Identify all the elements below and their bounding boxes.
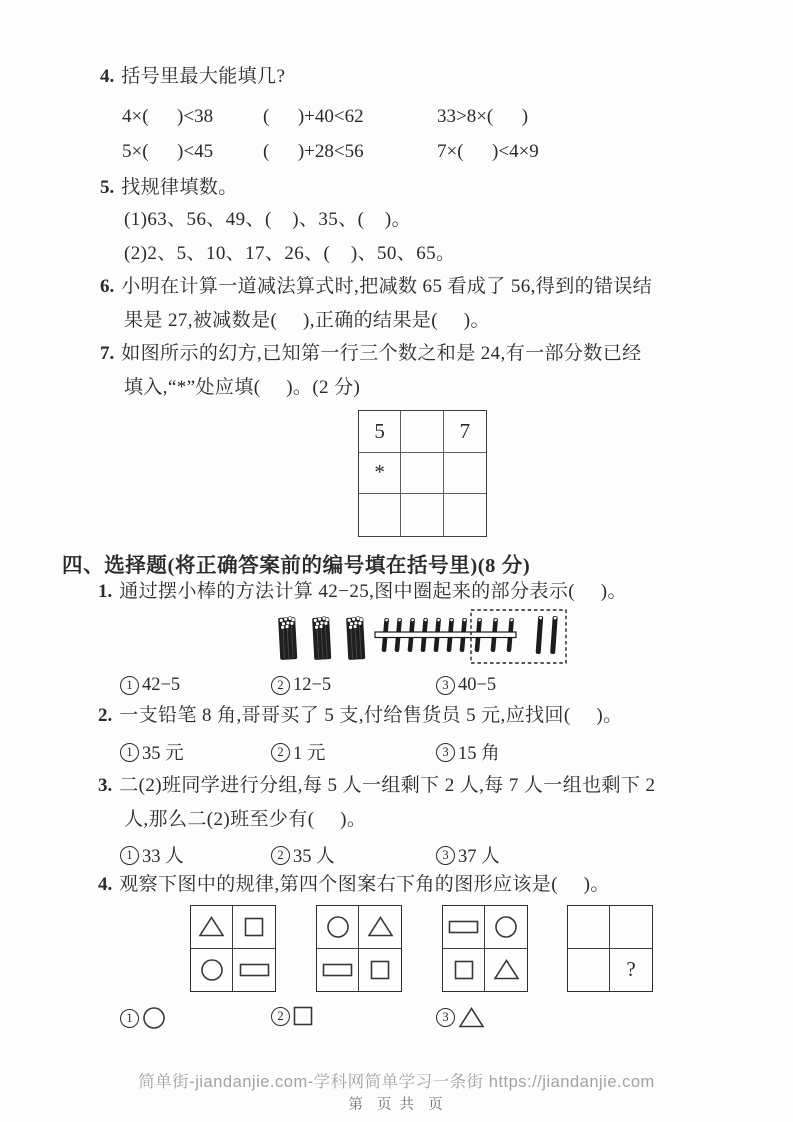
circle-icon	[200, 958, 224, 982]
circled-number-icon: 3	[436, 676, 455, 695]
q6-line-1	[100, 276, 652, 298]
cq3-line-1	[98, 775, 655, 797]
section-4-subtitle: (将正确答案前的编号填在括号里)(8 分)	[167, 555, 531, 577]
magic-cell	[444, 453, 486, 495]
q4-number: 4.	[100, 66, 115, 87]
magic-cell	[401, 453, 443, 495]
cq4-options	[0, 1006, 793, 1032]
rect-icon	[317, 949, 359, 992]
q4-fill-line	[100, 66, 285, 88]
circled-number-icon: 2	[271, 846, 290, 865]
rectangle-icon	[239, 963, 270, 977]
circle-icon	[191, 949, 233, 992]
circle-icon	[142, 1006, 166, 1030]
circled-number-icon: 2	[271, 676, 290, 695]
cq2-option-1	[120, 739, 184, 765]
cq4-text: 观察下图中的规律,第四个图案右下角的图形应该是( )。	[119, 874, 610, 895]
triangle-icon	[493, 958, 520, 981]
square-icon	[293, 1006, 313, 1026]
cq3-number: 3.	[98, 775, 113, 796]
q6-text-1: 小明在计算一道减法算式时,把减数 65 看成了 56,得到的错误结	[121, 276, 653, 297]
rectangle-icon	[448, 920, 479, 934]
cq3-option-3	[436, 842, 500, 868]
q6-line-2: 果是 27,被减数是( ),正确的结果是( )。	[124, 310, 490, 331]
circled-number-icon: 1	[120, 743, 139, 762]
circle-icon	[485, 906, 527, 949]
cq3-line-2: 人,那么二(2)班至少有( )。	[124, 809, 367, 830]
square-icon	[233, 906, 275, 949]
circled-number-icon: 1	[120, 846, 139, 865]
circle-icon	[326, 915, 350, 939]
magic-cell	[401, 494, 443, 536]
cq2-option-2-label: 1 元	[293, 744, 326, 764]
q4-eq-r1c3: 33>8×( )	[437, 106, 529, 127]
q4-eq-r1c2: ( )+40<62	[263, 106, 364, 127]
cq1-options	[0, 675, 793, 701]
counting-sticks-figure	[268, 606, 568, 668]
q5-item-1: (1)63、56、49、( )、35、( )。	[124, 209, 412, 230]
magic-cell	[444, 494, 486, 536]
rect-icon	[233, 949, 275, 992]
circled-number-icon: 3	[436, 743, 455, 762]
circle-icon	[317, 906, 359, 949]
magic-cell: 5	[359, 411, 401, 453]
cq2-option-3	[436, 739, 500, 765]
pattern-figure-2	[316, 905, 402, 992]
pattern-figure-3	[442, 905, 528, 992]
q5-number: 5.	[100, 177, 115, 198]
q4-eq-r1c1: 4×( )<38	[122, 106, 214, 127]
q4-eq-r2c3: 7×( )<4×9	[437, 141, 539, 162]
cq2-option-1-label: 35 元	[142, 744, 184, 764]
triangle-icon	[458, 1006, 485, 1029]
magic-cell	[359, 494, 401, 536]
magic-cell	[401, 411, 443, 453]
question-mark-cell: ?	[626, 957, 636, 982]
cq4-number: 4.	[98, 874, 113, 895]
q7-number: 7.	[100, 343, 115, 364]
triangle-icon	[367, 915, 394, 938]
square-icon	[293, 1006, 313, 1026]
cq1-option-2-label: 12−5	[293, 675, 332, 695]
q7-line-1	[100, 343, 642, 365]
magic-square-grid	[358, 410, 487, 537]
rectangle-icon	[322, 963, 353, 977]
footer-site-line: 简单街-jiandanjie.com-学科网简单学习一条街 https://jiandanjie.com	[138, 1073, 655, 1091]
section-4-title: 四、选择题	[62, 555, 168, 577]
cq3-option-3-label: 37 人	[458, 847, 500, 867]
triangle-icon	[198, 915, 225, 938]
q6-number: 6.	[100, 276, 115, 297]
cq2-line	[98, 705, 623, 727]
cq2-option-2	[271, 739, 325, 765]
circled-number-icon: 3	[436, 846, 455, 865]
circle-icon	[494, 915, 518, 939]
rect-icon	[443, 906, 485, 949]
q4-title: 括号里最大能填几?	[121, 66, 286, 87]
cq1-option-1	[120, 675, 180, 696]
q5-line	[100, 177, 238, 199]
q5-item-2: (2)2、5、10、17、26、( )、50、65。	[124, 243, 456, 264]
empty-cell	[568, 906, 610, 949]
cq3-option-1	[120, 842, 184, 868]
cq4-line	[98, 874, 610, 896]
circled-number-icon: 3	[436, 1008, 455, 1027]
circle-icon	[142, 1006, 166, 1030]
circled-number-icon: 1	[120, 1009, 139, 1028]
pattern-figure-1	[190, 905, 276, 992]
magic-cell: *	[359, 453, 401, 495]
cq2-options	[0, 739, 793, 765]
cq1-option-1-label: 42−5	[142, 675, 181, 695]
triangle-icon	[191, 906, 233, 949]
cq3-option-1-label: 33 人	[142, 847, 184, 867]
triangle-icon	[458, 1006, 485, 1029]
triangle-icon	[485, 949, 527, 992]
cq4-option-2	[271, 1006, 313, 1026]
empty-cell	[568, 949, 610, 992]
cq1-option-3	[436, 675, 496, 696]
cq2-text: 一支铅笔 8 角,哥哥买了 5 支,付给售货员 5 元,应找回( )。	[119, 705, 623, 726]
circled-number-icon: 2	[271, 1007, 290, 1026]
q7-text-1: 如图所示的幻方,已知第一行三个数之和是 24,有一部分数已经	[121, 343, 642, 364]
square-icon	[370, 960, 390, 980]
cq3-text-1: 二(2)班同学进行分组,每 5 人一组剩下 2 人,每 7 人一组也剩下 2	[119, 775, 656, 796]
square-icon	[443, 949, 485, 992]
cq1-text: 通过摆小棒的方法计算 42−25,图中圈起来的部分表示( )。	[119, 581, 627, 602]
q4-eq-r2c1: 5×( )<45	[122, 141, 214, 162]
cq1-number: 1.	[98, 581, 113, 602]
cq3-option-2	[271, 842, 335, 868]
square-icon	[244, 917, 264, 937]
cq3-options	[0, 842, 793, 868]
q5-title: 找规律填数。	[121, 177, 238, 198]
triangle-icon	[359, 906, 401, 949]
q4-eq-r2c2: ( )+28<56	[263, 141, 364, 162]
cq4-option-1	[120, 1006, 166, 1030]
pattern-figure-4	[567, 905, 653, 992]
q7-line-2: 填入,“*”处应填( )。(2 分)	[124, 377, 361, 398]
square-icon	[454, 960, 474, 980]
cq3-option-2-label: 35 人	[293, 847, 335, 867]
empty-cell	[610, 906, 652, 949]
square-icon	[359, 949, 401, 992]
cq1-option-2	[271, 675, 331, 696]
footer-page-line: 第 页 共 页	[348, 1097, 445, 1113]
cq2-number: 2.	[98, 705, 113, 726]
circled-number-icon: 2	[271, 743, 290, 762]
circled-number-icon: 1	[120, 676, 139, 695]
cq1-line	[98, 581, 627, 603]
cq2-option-3-label: 15 角	[458, 744, 500, 764]
section-4-header	[62, 548, 530, 578]
magic-cell: 7	[444, 411, 486, 453]
cq1-option-3-label: 40−5	[458, 675, 497, 695]
cq4-option-3	[436, 1006, 485, 1029]
